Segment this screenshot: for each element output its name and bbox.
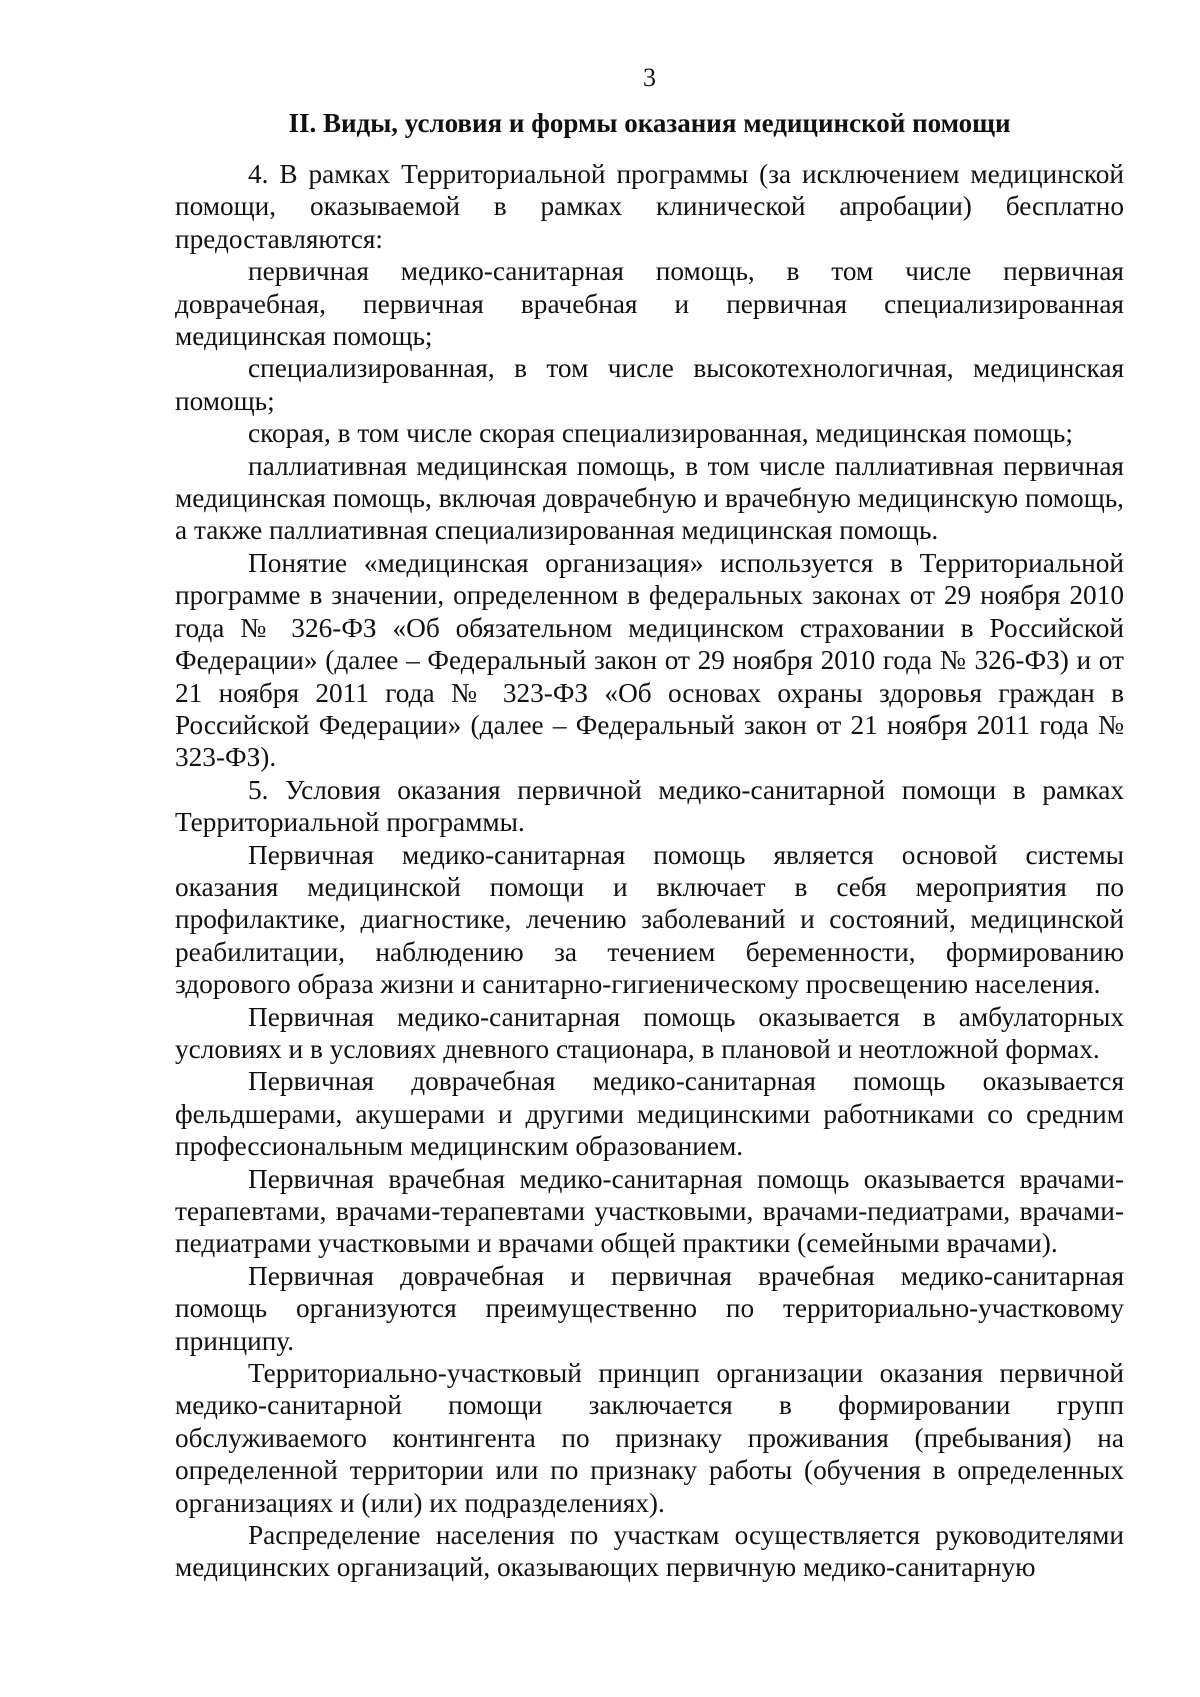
paragraph: Первичная доврачебная медико-санитарная помощь оказывается фельдшерами, акушерами и другими медицинскими работниками со средним профессиональным медицинским образованием. xyxy=(175,1066,1124,1162)
paragraph: первичная медико-санитарная помощь, в том числе первичная доврачебная, первичная врачебная и первичная специализированная медицинская помощь; xyxy=(175,256,1124,352)
document-page xyxy=(175,62,1124,1584)
paragraph: Первичная доврачебная и первичная врачебная медико-санитарная помощь организуются преимущественно по территориально-участковому принципу. xyxy=(175,1260,1124,1356)
body-text xyxy=(175,158,1124,1584)
paragraph: специализированная, в том числе высокотехнологичная, медицинская помощь; xyxy=(175,353,1124,416)
paragraph: Распределение населения по участкам осуществляется руководителями медицинских организаций, оказывающих первичную медико-санитарную xyxy=(175,1520,1124,1583)
paragraph: Понятие «медицинская организация» используется в Территориальной программе в значении, определенном в федеральных законах от 29 ноября 2010 года № 326-ФЗ «Об обязательном медицинском страховании в Российской Федерации» (далее – Федеральный закон от 29 ноября 2010 года № 326-ФЗ) и от 21 ноября 2011 года № 323-ФЗ «Об основах охраны здоровья граждан в Российской Федерации» (далее – Федеральный закон от 21 ноября 2011 года № 323-ФЗ). xyxy=(175,547,1124,773)
paragraph: Территориально-участковый принцип организации оказания первичной медико-санитарной помощи заключается в формировании групп обслуживаемого контингента по признаку проживания (пребывания) на определенной территории или по признаку работы (обучения в определенных организациях и (или) их подразделениях). xyxy=(175,1358,1124,1518)
paragraph: Первичная медико-санитарная помощь является основой системы оказания медицинской помощи и включает в себя мероприятия по профилактике, диагностике, лечению заболеваний и состояний, медицинской реабилитации, наблюдению за течением беременности, формированию здорового образа жизни и санитарно-гигиеническому просвещению населения. xyxy=(175,839,1124,1000)
paragraph: Первичная врачебная медико-санитарная помощь оказывается врачами-терапевтами, врачами-терапевтами участковыми, врачами-педиатрами, врачами-педиатрами участковыми и врачами общей практики (семейными врачами). xyxy=(175,1163,1124,1259)
paragraph: 4. В рамках Территориальной программы (за исключением медицинской помощи, оказываемой в рамках клинической апробации) бесплатно предоставляются: xyxy=(175,159,1124,254)
paragraph: скорая, в том числе скорая специализированная, медицинская помощь; xyxy=(248,418,1073,449)
paragraph: Первичная медико-санитарная помощь оказывается в амбулаторных условиях и в условиях дневного стационара, в плановой и неотложной формах. xyxy=(175,1001,1124,1064)
paragraph: 5. Условия оказания первичной медико-санитарной помощи в рамках Территориальной программы. xyxy=(175,774,1124,838)
paragraph: паллиативная медицинская помощь, в том числе паллиативная первичная медицинская помощь, включая доврачебную и врачебную медицинскую помощь, а также паллиативная специализированная медицинская помощь. xyxy=(175,450,1124,546)
section-title: II. Виды, условия и формы оказания медицинской помощи xyxy=(288,108,1011,138)
page-number: 3 xyxy=(643,63,656,92)
